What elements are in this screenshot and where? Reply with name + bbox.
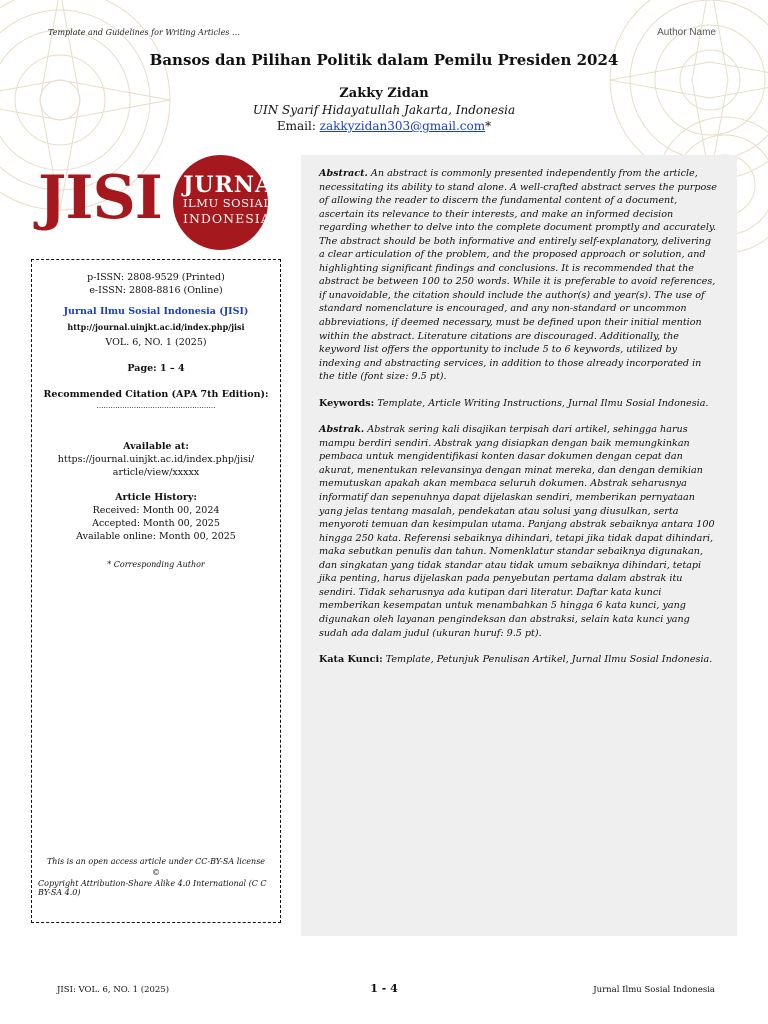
logo-line-2: ILMU SOSIAL [183,196,272,210]
email-label: Email: [276,119,320,133]
keywords-text: Template, Article Writing Instructions, Jurnal Ilmu Sosial Indonesia. [374,397,709,409]
accepted-date: Accepted: Month 00, 2025 [92,518,220,529]
logo-line-3: INDONESIA [183,211,271,226]
p-issn: p-ISSN: 2808-9529 (Printed) [87,272,225,283]
article-author: Zakky Zidan [339,86,429,101]
author-affiliation: UIN Syarif Hidayatullah Jakarta, Indonesia [252,103,516,117]
license-statement: This is an open access article under CC-BY-SA license [46,857,266,866]
received-date: Received: Month 00, 2024 [92,505,220,516]
volume-info: VOL. 6, NO. 1 (2025) [105,337,207,348]
kata-kunci-text: Template, Petunjuk Penulisan Artikel, Jurnal Ilmu Sosial Indonesia. [382,654,713,666]
abstract-indonesian [319,423,719,640]
citation-placeholder: …………………………………………… [96,402,216,410]
available-url-2[interactable]: article/view/xxxxx [112,467,200,478]
running-title: Template and Guidelines for Writing Articles … [48,28,240,37]
footer-volume: JISI: VOL. 6, NO. 1 (2025) [57,985,170,995]
keywords-english [319,397,719,411]
abstract-text: An abstract is commonly presented independently from the article, necessitating its ability to stand alone. A well-crafted abstract serves the purpose of allowing the reader to discern the fundamental content of a document, ascertain its relevance to their interests, and make an informed decision regarding whether to delve into the complete document promptly and accurately. The abstract should be both informative and entirely self-explanatory, delivering a clear articulation of the problem, and the proposed approach or solution, and highlighting significant findings and conclusions. It is recommended that the abstract be between 100 to 250 words. While it is preferable to avoid references, if unavoidable, the citation should include the author(s) and year(s). The use of standard nomenclature is encouraged, and any non-standard or uncommon abbreviations, if deemed necessary, must be defined upon their initial mention within the abstract. Literature citations are discouraged. Additionally, the keyword list offers the opportunity to include 5 to 6 keywords, utilized by indexing and abstracting services, in addition to those already incorporated in the title (font size: 9.5 pt). [319,168,717,383]
kata-kunci-label: Kata Kunci: [319,654,383,666]
corresponding-author-note: * Corresponding Author [107,560,205,569]
footer-journal-name: Jurnal Ilmu Sosial Indonesia [593,985,715,995]
abstract-panel [301,155,737,936]
available-online-date: Available online: Month 00, 2025 [76,531,236,542]
available-heading: Available at: [123,441,189,452]
keywords-indonesian [319,653,719,667]
jisi-logo [38,155,288,250]
history-heading: Article History: [115,492,197,503]
citation-heading: Recommended Citation (APA 7th Edition): [43,389,269,400]
e-issn: e-ISSN: 2808-8816 (Online) [89,285,223,296]
available-url-1[interactable]: https://journal.uinjkt.ac.id/index.php/jisi/ [57,454,255,465]
abstrak-text: Abstrak sering kali disajikan terpisah dari artikel, sehingga harus mampu berdiri sendiri. Abstrak yang disiapkan dengan baik memungkinkan pembaca untuk mengidentifikasi konten dasar dokumen dengan cepat dan akurat, menentukan relevansinya dengan minat mereka, dan dengan demikian memutuskan apakah akan membaca seluruh dokumen. Abstrak seharusnya informatif dan sepenuhnya dapat dijelaskan sendiri, memberikan pernyataan yang jelas tentang masalah, pendekatan atau solusi yang diusulkan, serta menyoroti temuan dan kesimpulan utama. Panjang abstrak sebaiknya antara 100 hingga 250 kata. Referensi sebaiknya dihindari, tetapi jika tidak dapat dihindari, maka sebutkan penulis dan tahun. Nomenklatur standar sebaiknya digunakan, dan singkatan yang tidak standar atau tidak umum sebaiknya dihindari, tetapi jika penting, harus dijelaskan pada penyebutan pertama dalam abstrak itu sendiri. Tidak seharusnya ada kutipan dari literatur. Daftar kata kunci memberikan kesempatan untuk menambahkan 5 hingga 6 kata kunci, yang digunakan oleh layanan pengindeksan dan abstraksi, selain kata kunci yang sudah ada dalam judul (ukuran huruf: 9.5 pt). [319,424,715,639]
footer-page-number: 1 - 4 [370,982,398,995]
logo-line-1: JURNAL [183,172,290,198]
abstrak-label: Abstrak. [319,424,365,436]
journal-info-box [31,259,281,923]
copyright-symbol: © [152,868,160,877]
license-name: Copyright Attribution-Share Alike 4.0 International (C C BY-SA 4.0) [38,879,267,897]
header-author-name: Author Name [657,27,716,38]
keywords-label: Keywords: [319,397,375,409]
page-range: Page: 1 – 4 [127,363,185,374]
article-title: Bansos dan Pilihan Politik dalam Pemilu Presiden 2024 [149,51,619,69]
journal-name-link[interactable]: Jurnal Ilmu Sosial Indonesia (JISI) [63,306,249,317]
author-email-link[interactable]: zakkyzidan303@gmail.com [319,119,486,133]
abstract-label: Abstract. [319,168,368,179]
logo-acronym: JISI [38,163,162,233]
corresponding-mark: * [485,119,492,133]
author-email-line [0,119,768,133]
abstract-english [319,167,719,384]
journal-url[interactable]: http://journal.uinjkt.ac.id/index.php/jisi [67,322,245,332]
